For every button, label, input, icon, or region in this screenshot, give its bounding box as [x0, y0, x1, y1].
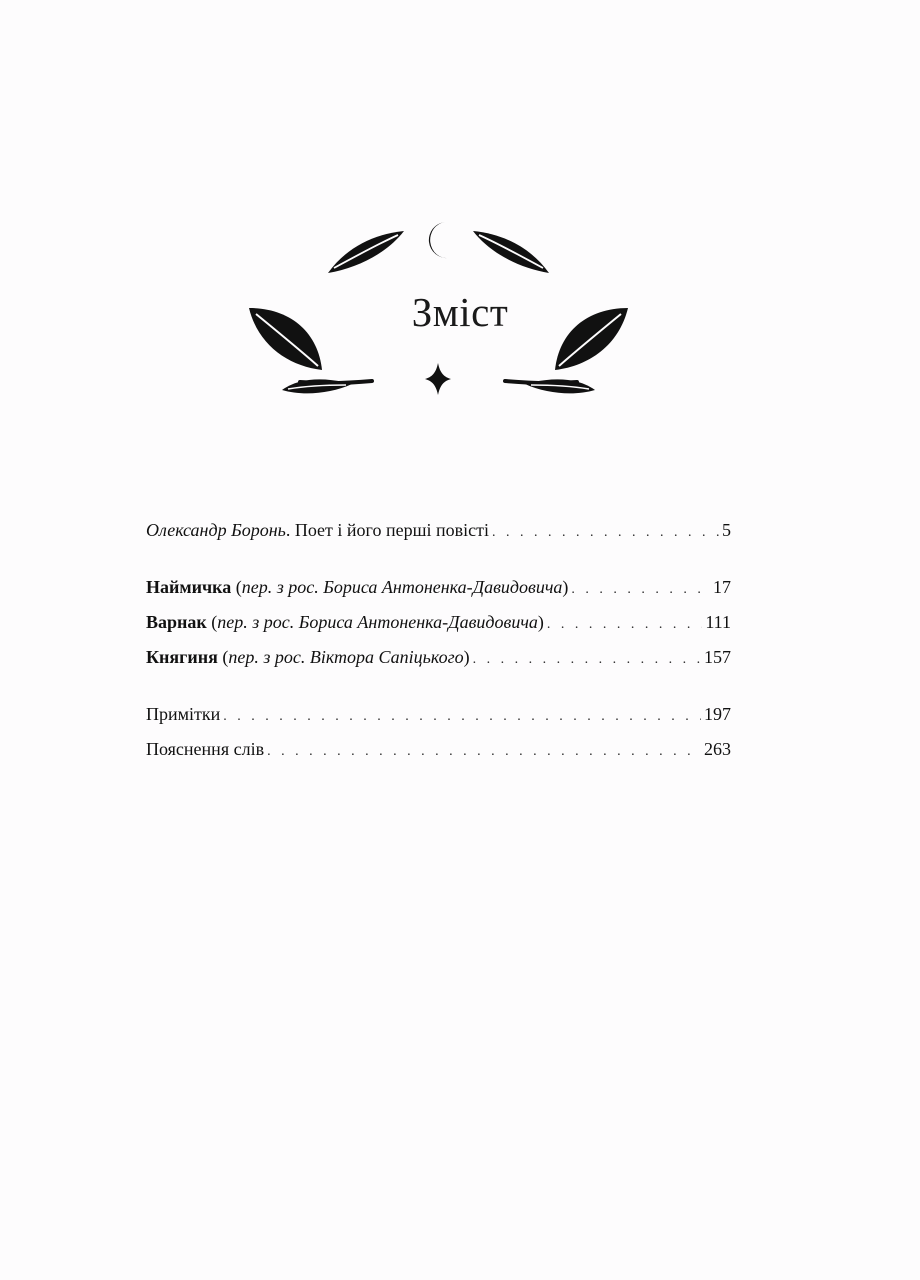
- dot-leader: [571, 574, 710, 606]
- toc-page-number: 157: [704, 647, 731, 667]
- page-title: Зміст: [411, 289, 509, 335]
- toc-entry-notes[interactable]: [146, 698, 731, 733]
- toc-entry-work[interactable]: Варнак (пер. з рос. Бориса Антоненка-Давидовича) . . . 111: [146, 606, 731, 641]
- toc-translator-note: пер. з рос. Бориса Антоненка-Давидовича: [217, 612, 538, 632]
- crescent-moon-icon: [429, 222, 449, 258]
- laurel-ornament: [0, 0, 920, 430]
- toc-translator-note: пер. з рос. Бориса Антоненка-Давидовича: [241, 577, 563, 597]
- toc-page-number: 17: [713, 577, 731, 597]
- dot-leader: [223, 701, 701, 733]
- table-of-contents: [146, 514, 731, 768]
- toc-page-number: 111: [705, 612, 731, 632]
- toc-entry-work[interactable]: Княгиня (пер. з рос. Віктора Сапіцького) . . . 157: [146, 641, 731, 676]
- toc-work-title: Наймичка: [146, 577, 232, 597]
- dot-leader: [547, 609, 702, 641]
- star-icon: [425, 363, 451, 395]
- toc-page-number: 5: [722, 520, 731, 540]
- toc-author: Олександр Боронь: [146, 520, 286, 540]
- toc-page-number: 263: [704, 739, 731, 759]
- toc-entry-work[interactable]: Наймичка (пер. з рос. Бориса Антоненка-Давидовича) . . . 17: [146, 571, 731, 606]
- toc-page-number: 197: [704, 704, 731, 724]
- toc-translator-note: пер. з рос. Віктора Сапіцького: [228, 647, 464, 667]
- toc-appendix-label: Пояснення слів: [146, 739, 265, 759]
- toc-entry-intro[interactable]: [146, 514, 731, 549]
- dot-leader: [267, 736, 701, 768]
- leaf-top-left-icon: [328, 231, 404, 273]
- toc-intro-title: . Поет і його перші повісті: [285, 520, 489, 540]
- toc-work-title: Княгиня: [146, 647, 218, 667]
- toc-entry-glossary[interactable]: [146, 733, 731, 768]
- dot-leader: [473, 644, 701, 676]
- toc-work-title: Варнак: [146, 612, 207, 632]
- dot-leader: [492, 517, 719, 549]
- leaf-top-right-icon: [473, 231, 549, 273]
- toc-appendix-label: Примітки: [146, 704, 221, 724]
